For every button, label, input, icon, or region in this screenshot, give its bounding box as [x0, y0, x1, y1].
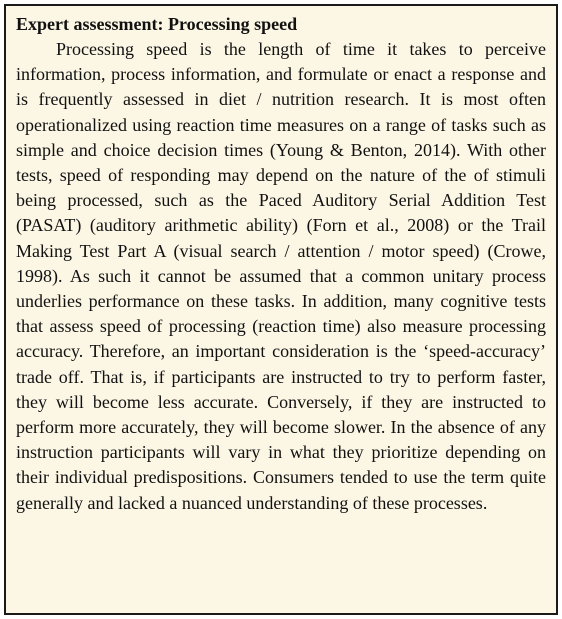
box-paragraph: Processing speed is the length of time it takes to perceive information, process information, and formulate or enact a response and is frequently assessed in diet / nutrition research. It is most often operationalized using reaction time measures on a range of tasks such as simple and choice decision times (Young & Benton, 2014). With other tests, speed of responding may depend on the nature of the of stimuli being processed, such as the Paced Auditory Serial Addition Test (PASAT) (auditory arithmetic ability) (Forn et al., 2008) or the Trail Making Test Part A (visual search / attention / motor speed) (Crowe, 1998). As such it cannot be assumed that a common unitary process underlies performance on these tasks. In addition, many cognitive tests that assess speed of processing (reaction time) also measure processing accuracy. Therefore, an important consideration is the ‘speed-accuracy’ trade off. That is, if participants are instructed to try to perform faster, they will become less accurate. Conversely, if they are instructed to perform more accurately, they will become slower. In the absence of any instruction participants will vary in what they prioritize depending on their individual predispositions. Consumers tended to use the term quite generally and lacked a nuanced understanding of these processes. [16, 39, 546, 513]
box-heading: Expert assessment: Processing speed [16, 14, 298, 34]
expert-assessment-box [4, 4, 558, 615]
